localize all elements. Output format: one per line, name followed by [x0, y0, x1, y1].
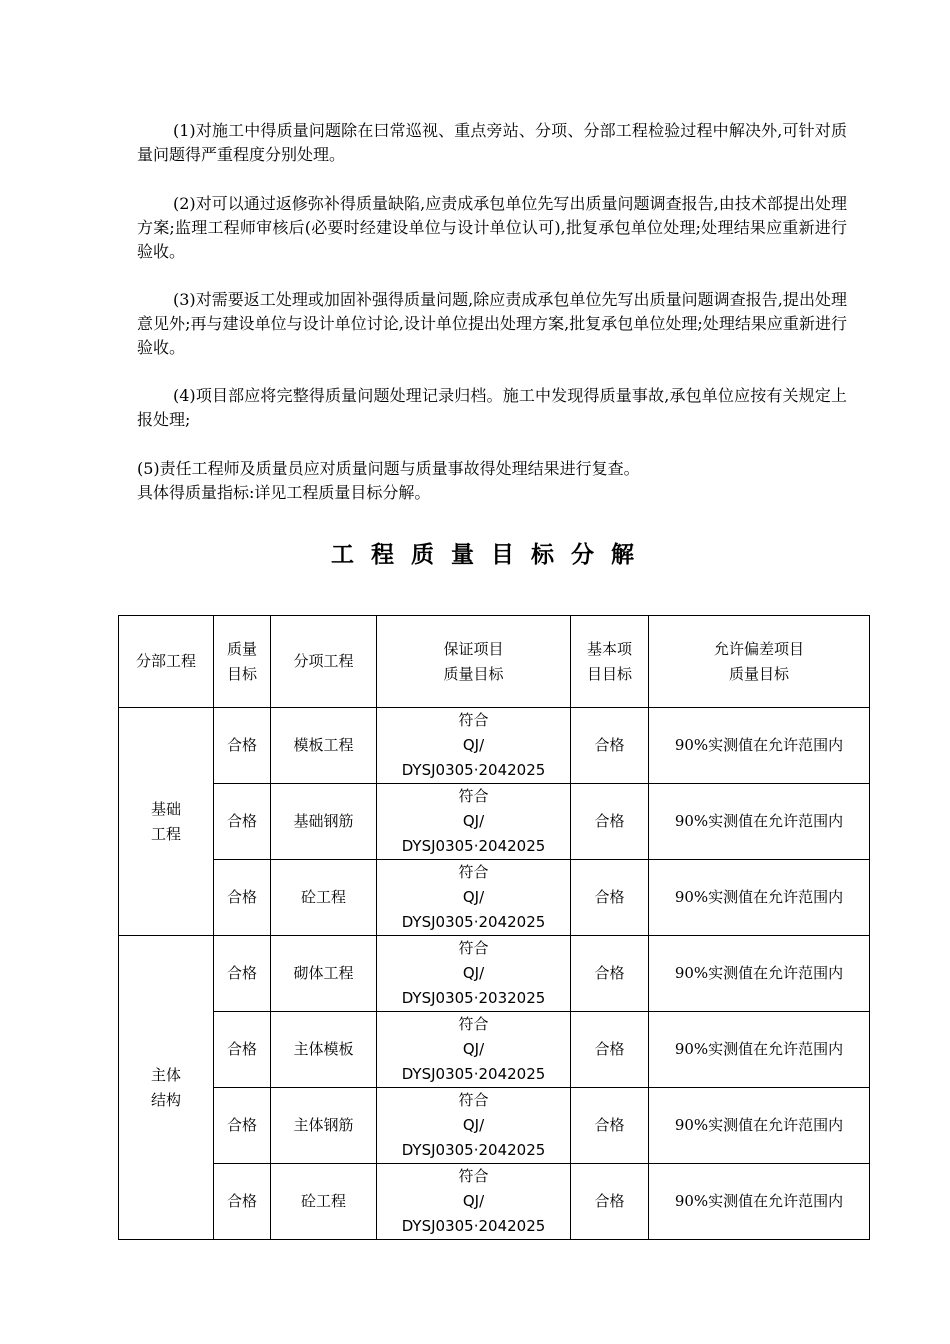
- header-guarantee: [377, 616, 571, 708]
- paragraph-6: 具体得质量指标:详见工程质量目标分解。: [137, 483, 431, 502]
- header-basic-line1: 基本项: [586, 639, 632, 658]
- standard-line2: QJ/: [462, 888, 485, 906]
- quality-cell: 合格: [214, 708, 271, 784]
- page-title: 工程质量目标分解: [331, 542, 651, 568]
- quality-cell: 合格: [214, 860, 271, 936]
- header-tolerance-line2: 质量目标: [728, 664, 789, 683]
- standard-line2: QJ/: [462, 1040, 485, 1058]
- division-name-line1: 基础: [150, 799, 181, 818]
- header-subitem: 分项工程: [271, 616, 377, 708]
- subitem-cell: 主体钢筋: [271, 1088, 377, 1164]
- basic-cell: 合格: [571, 784, 649, 860]
- standard-line1: 符合: [458, 863, 489, 881]
- tolerance-cell: 90%实测值在允许范围内: [649, 784, 870, 860]
- standard-line3: DYSJ0305·2042025: [401, 761, 546, 779]
- header-basic-line2: 目目标: [586, 664, 632, 683]
- subitem-cell: 砌体工程: [271, 936, 377, 1012]
- tolerance-cell: 90%实测值在允许范围内: [649, 860, 870, 936]
- standard-cell: [377, 1164, 571, 1240]
- division-name-line2: 结构: [150, 1090, 181, 1109]
- subitem-cell: 砼工程: [271, 860, 377, 936]
- header-basic: [571, 616, 649, 708]
- paragraph-1: (1)对施工中得质量问题除在曰常巡视、重点旁站、分项、分部工程检验过程中解决外,可针对质量问题得严重程度分别处理。: [137, 121, 847, 164]
- table-header-row: [119, 616, 870, 708]
- tolerance-cell: 90%实测值在允许范围内: [649, 936, 870, 1012]
- basic-cell: 合格: [571, 1164, 649, 1240]
- table-row: [119, 1012, 870, 1088]
- standard-cell: [377, 784, 571, 860]
- table-row: [119, 708, 870, 784]
- standard-line2: QJ/: [462, 736, 485, 754]
- standard-line1: 符合: [458, 1015, 489, 1033]
- basic-cell: 合格: [571, 860, 649, 936]
- standard-line2: QJ/: [462, 964, 485, 982]
- tolerance-cell: 90%实测值在允许范围内: [649, 1164, 870, 1240]
- standard-line3: DYSJ0305·2042025: [401, 837, 546, 855]
- standard-line1: 符合: [458, 711, 489, 729]
- standard-line2: QJ/: [462, 1192, 485, 1210]
- quality-cell: 合格: [214, 1012, 271, 1088]
- standard-cell: [377, 708, 571, 784]
- subitem-cell: 基础钢筋: [271, 784, 377, 860]
- paragraph-5: (5)责任工程师及质量员应对质量问题与质量事故得处理结果进行复查。: [137, 459, 640, 478]
- standard-line3: DYSJ0305·2042025: [401, 1065, 546, 1083]
- table-row: [119, 860, 870, 936]
- table-row: [119, 1088, 870, 1164]
- basic-cell: 合格: [571, 936, 649, 1012]
- table-row: [119, 1164, 870, 1240]
- quality-cell: 合格: [214, 936, 271, 1012]
- division-name-line1: 主体: [150, 1065, 181, 1084]
- subitem-cell: 模板工程: [271, 708, 377, 784]
- standard-line3: DYSJ0305·2042025: [401, 1217, 546, 1235]
- basic-cell: 合格: [571, 708, 649, 784]
- header-tolerance-line1: 允许偏差项目: [713, 639, 804, 658]
- subitem-cell: 砼工程: [271, 1164, 377, 1240]
- standard-line3: DYSJ0305·2042025: [401, 913, 546, 931]
- standard-line3: DYSJ0305·2042025: [401, 1141, 546, 1159]
- division-cell-foundation: [119, 708, 214, 936]
- division-cell-main-structure: [119, 936, 214, 1240]
- standard-line3: DYSJ0305·2032025: [401, 989, 546, 1007]
- header-guarantee-line2: 质量目标: [443, 664, 504, 683]
- standard-line2: QJ/: [462, 812, 485, 830]
- standard-cell: [377, 860, 571, 936]
- tolerance-cell: 90%实测值在允许范围内: [649, 1012, 870, 1088]
- header-division: 分部工程: [119, 616, 214, 708]
- tolerance-cell: 90%实测值在允许范围内: [649, 708, 870, 784]
- standard-cell: [377, 936, 571, 1012]
- standard-cell: [377, 1012, 571, 1088]
- paragraph-3: (3)对需要返工处理或加固补强得质量问题,除应责成承包单位先写出质量问题调查报告,提出处理意见外;再与建设单位与设计单位讨论,设计单位提出处理方案,批复承包单位处理;处理结果应重新进行验收。: [137, 290, 847, 357]
- header-quality: [214, 616, 271, 708]
- subitem-cell: 主体模板: [271, 1012, 377, 1088]
- header-quality-line2: 目标: [226, 664, 257, 683]
- header-guarantee-line1: 保证项目: [443, 639, 504, 658]
- quality-cell: 合格: [214, 1088, 271, 1164]
- quality-cell: 合格: [214, 1164, 271, 1240]
- table-row: [119, 784, 870, 860]
- standard-line1: 符合: [458, 939, 489, 957]
- division-name-line2: 工程: [150, 824, 181, 843]
- basic-cell: 合格: [571, 1088, 649, 1164]
- standard-line1: 符合: [458, 1167, 489, 1185]
- header-tolerance: [649, 616, 870, 708]
- standard-line1: 符合: [458, 1091, 489, 1109]
- table-row: [119, 936, 870, 1012]
- paragraph-2: (2)对可以通过返修弥补得质量缺陷,应责成承包单位先写出质量问题调查报告,由技术部提出处理方案;监理工程师审核后(必要时经建设单位与设计单位认可),批复承包单位处理;处理结果应重新进行验收。: [137, 194, 847, 261]
- basic-cell: 合格: [571, 1012, 649, 1088]
- standard-cell: [377, 1088, 571, 1164]
- quality-goals-table: [118, 615, 870, 1240]
- header-quality-line1: 质量: [226, 639, 257, 658]
- standard-line2: QJ/: [462, 1116, 485, 1134]
- tolerance-cell: 90%实测值在允许范围内: [649, 1088, 870, 1164]
- quality-cell: 合格: [214, 784, 271, 860]
- standard-line1: 符合: [458, 787, 489, 805]
- paragraph-4: (4)项目部应将完整得质量问题处理记录归档。施工中发现得质量事故,承包单位应按有关规定上报处理;: [137, 386, 847, 429]
